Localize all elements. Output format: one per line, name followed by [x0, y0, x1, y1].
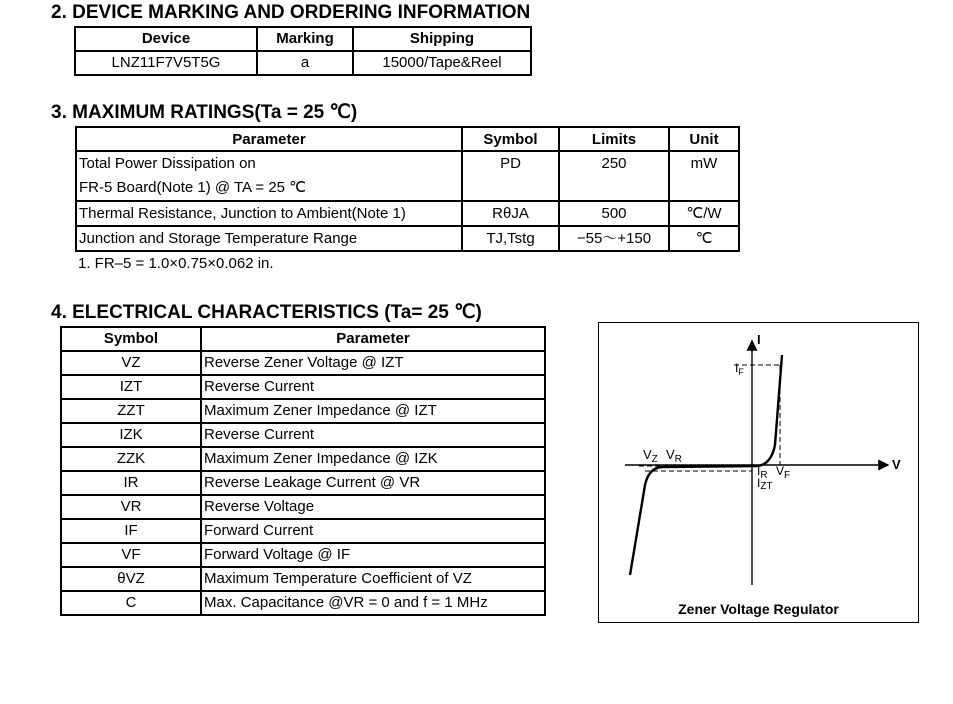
unit-cell: ℃/W — [669, 201, 739, 226]
header-symbol: Symbol — [462, 127, 559, 151]
table-row — [76, 151, 739, 201]
parameter-cell: Reverse Zener Voltage @ IZT — [201, 351, 545, 375]
table-row — [61, 447, 545, 471]
param-cell — [76, 151, 462, 201]
vz-label: $V_Z$ — [643, 447, 658, 465]
shipping-cell: 15000/Tape&Reel — [353, 51, 531, 75]
marking-cell: a — [257, 51, 353, 75]
header-shipping: Shipping — [353, 27, 531, 51]
parameter-cell: Reverse Current — [201, 375, 545, 399]
symbol-cell: VF — [61, 543, 201, 567]
parameter-cell: Reverse Current — [201, 423, 545, 447]
parameter-cell: Reverse Voltage — [201, 495, 545, 519]
if-label: $I_F$ — [735, 361, 744, 377]
section2-title: 2. DEVICE MARKING AND ORDERING INFORMATION — [51, 2, 531, 23]
table-row — [61, 351, 545, 375]
param-cell: Junction and Storage Temperature Range — [76, 226, 462, 251]
symbol-cell: IF — [61, 519, 201, 543]
symbol-cell: VZ — [61, 351, 201, 375]
header-parameter: Parameter — [76, 127, 462, 151]
symbol-cell: IZK — [61, 423, 201, 447]
axis-v-label: V — [892, 457, 901, 472]
izt-label: IZT — [757, 476, 773, 492]
header-parameter: Parameter — [201, 327, 545, 351]
zener-characteristic-figure — [598, 322, 919, 623]
table-header-row — [61, 327, 545, 351]
symbol-cell: ZZT — [61, 399, 201, 423]
electrical-characteristics-table — [60, 326, 546, 616]
table-row — [61, 471, 545, 495]
table-row — [61, 567, 545, 591]
header-marking: Marking — [257, 27, 353, 51]
symbol-cell: θVZ — [61, 567, 201, 591]
parameter-cell: Forward Current — [201, 519, 545, 543]
section4-title: 4. ELECTRICAL CHARACTERISTICS (Ta= 25 ℃) — [51, 302, 482, 323]
table-row — [61, 399, 545, 423]
param-line1: Total Power Dissipation on — [79, 155, 256, 172]
figure-caption: Zener Voltage Regulator — [678, 601, 839, 617]
device-cell: LNZ11F7V5T5G — [75, 51, 257, 75]
footnote: 1. FR–5 = 1.0×0.75×0.062 in. — [78, 255, 274, 272]
header-device: Device — [75, 27, 257, 51]
table-row — [61, 423, 545, 447]
parameter-cell: Maximum Temperature Coefficient of VZ — [201, 567, 545, 591]
table-header-row — [76, 127, 739, 151]
max-ratings-table — [75, 126, 740, 252]
parameter-cell: Reverse Leakage Current @ VR — [201, 471, 545, 495]
table-row — [61, 543, 545, 567]
symbol-cell: IZT — [61, 375, 201, 399]
header-limits: Limits — [559, 127, 669, 151]
table-row — [61, 591, 545, 615]
section3-title: 3. MAXIMUM RATINGS(Ta = 25 ℃) — [51, 102, 358, 123]
table-row — [76, 226, 739, 251]
vf-label: $V_F$ — [776, 464, 791, 481]
vr-label: $V_R$ — [666, 447, 682, 465]
symbol-cell: TJ,Tstg — [462, 226, 559, 251]
header-unit: Unit — [669, 127, 739, 151]
axis-i-label: I — [757, 332, 761, 347]
unit-cell: mW — [669, 151, 739, 201]
table-row — [61, 375, 545, 399]
ordering-table — [74, 26, 532, 76]
limits-cell: 500 — [559, 201, 669, 226]
parameter-cell: Max. Capacitance @VR = 0 and f = 1 MHz — [201, 591, 545, 615]
symbol-cell: C — [61, 591, 201, 615]
header-symbol: Symbol — [61, 327, 201, 351]
table-header-row — [75, 27, 531, 51]
limits-cell: −55～+150 — [559, 226, 669, 251]
parameter-cell: Maximum Zener Impedance @ IZT — [201, 399, 545, 423]
table-row — [75, 51, 531, 75]
symbol-cell: PD — [462, 151, 559, 201]
iv-curve-diagram — [599, 323, 920, 624]
symbol-cell: ZZK — [61, 447, 201, 471]
table-row — [61, 495, 545, 519]
limits-cell: 250 — [559, 151, 669, 201]
param-line2: FR-5 Board(Note 1) @ TA = 25 ℃ — [79, 179, 307, 196]
parameter-cell: Forward Voltage @ IF — [201, 543, 545, 567]
symbol-cell: VR — [61, 495, 201, 519]
parameter-cell: Maximum Zener Impedance @ IZK — [201, 447, 545, 471]
symbol-cell: IR — [61, 471, 201, 495]
table-row — [61, 519, 545, 543]
unit-cell: ℃ — [669, 226, 739, 251]
symbol-cell: RθJA — [462, 201, 559, 226]
param-cell: Thermal Resistance, Junction to Ambient(Note 1) — [76, 201, 462, 226]
ir-label: $I_R$ — [757, 464, 768, 481]
table-row — [76, 201, 739, 226]
